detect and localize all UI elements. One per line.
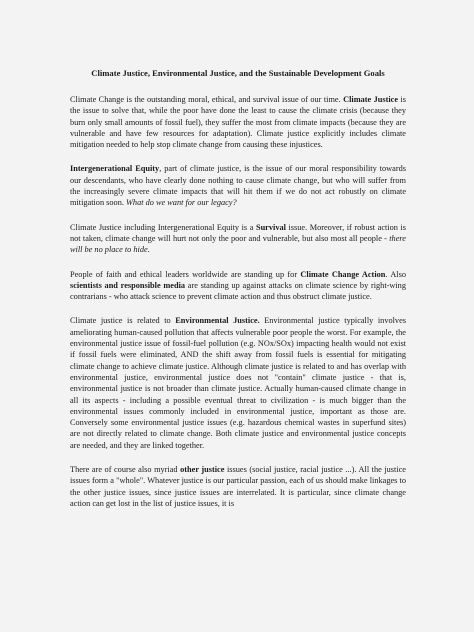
p2-bold-intergenerational-equity: Intergenerational Equity [70, 164, 160, 174]
p5-text-a: Climate justice is related to [70, 316, 176, 326]
paragraph-other-justice [70, 464, 406, 509]
p6-text-c: issues (social justice, racial justice ...). All the justice issues form a "whole". Whatever justice is our particular passion, each of us should make linkages to the other justice issues, since justice issues are interrelated. It is particular, since climate change action can get lost in the list of justice issues, it is [70, 465, 406, 508]
p2-text-b: , part of climate justice, is the issue of our moral responsibility towards our descendants, who have clearly done nothing to cause climate change, but who will suffer from the increasingly severe climate impacts that will hit them if we do not act robustly on climate mitigation soon. [70, 164, 406, 208]
paragraph-intergenerational-equity [70, 163, 406, 208]
p4-text-a: People of faith and ethical leaders worldwide are standing up for [70, 269, 301, 279]
p2-italic-legacy: What do we want for our legacy? [126, 198, 237, 208]
paragraph-environmental-justice [70, 315, 406, 451]
paragraph-survival [70, 222, 406, 256]
paragraph-climate-justice [70, 94, 406, 150]
paragraph-faith-leaders [70, 269, 406, 303]
p4-text-e: are standing up against attacks on climate science by right-wing contrarians - who attack science to prevent climate action and thus obstruct climate justice. [70, 280, 406, 302]
document-title: Climate Justice, Environmental Justice, and the Sustainable Development Goals [91, 68, 385, 78]
p5-text-c: Environmental justice typically involves ameliorating human-caused pollution that affects vulnerable poor people the worst. For example, the environmental justice issue of fossil-fuel pollution (e.g. NOx/SOx) impacting health would not exist if fossil fuels were eliminated, AND the shift away from fossil fuels is essential for mitigating climate change to achieve climate justice. Although climate justice is related to and has overlap with environmental justice, environmental justice does not "contain" climate justice - that is, environmental justice is not broader than climate justice. Actually human-caused climate change in all its aspects - including a possible eventual threat to civilization - is much bigger than the environmental issues commonly included in environmental justice, important as those are. Conversely some environmental justice issues (e.g. hazardous chemical wastes in superfund sites) are not directly related to climate change. Both climate justice and environmental justice concepts are needed, and they are linked together. [70, 316, 406, 450]
p1-text-c: is the issue to solve that, while the poor have done the least to cause the climate crisis (because they burn only small amounts of fossil fuel), they suffer the most from climate impacts (because they are vulnerable and have few resources for adaptation). Climate justice explicitly includes climate mitigation needed to help stop climate change from causing these injustices. [70, 95, 406, 150]
p3-text-c: issue. Moreover, if robust action is not taken, climate change will hurt not only the poor and vulnerable, but also most all people - [70, 222, 406, 243]
p1-text-a: Climate Change is the outstanding moral, ethical, and survival issue of our time. [70, 95, 344, 104]
p3-text-a: Climate Justice including Intergenerational Equity is a [70, 222, 256, 232]
p4-text-c: . Also [385, 269, 406, 279]
p6-bold-other-justice: other justice [180, 465, 225, 475]
p4-bold-scientists-media: scientists and responsible media [70, 280, 186, 290]
p3-text-e: . [147, 245, 150, 255]
p4-bold-climate-action: Climate Change Action [300, 269, 386, 279]
p3-italic-no-place: there will be no place to hide [70, 233, 406, 255]
p6-text-a: There are of course also myriad [70, 465, 181, 475]
p3-bold-survival: Survival [255, 222, 286, 232]
p1-bold-climate-justice: Climate Justice [343, 95, 399, 104]
p5-bold-environmental-justice: Environmental Justice. [175, 316, 260, 326]
